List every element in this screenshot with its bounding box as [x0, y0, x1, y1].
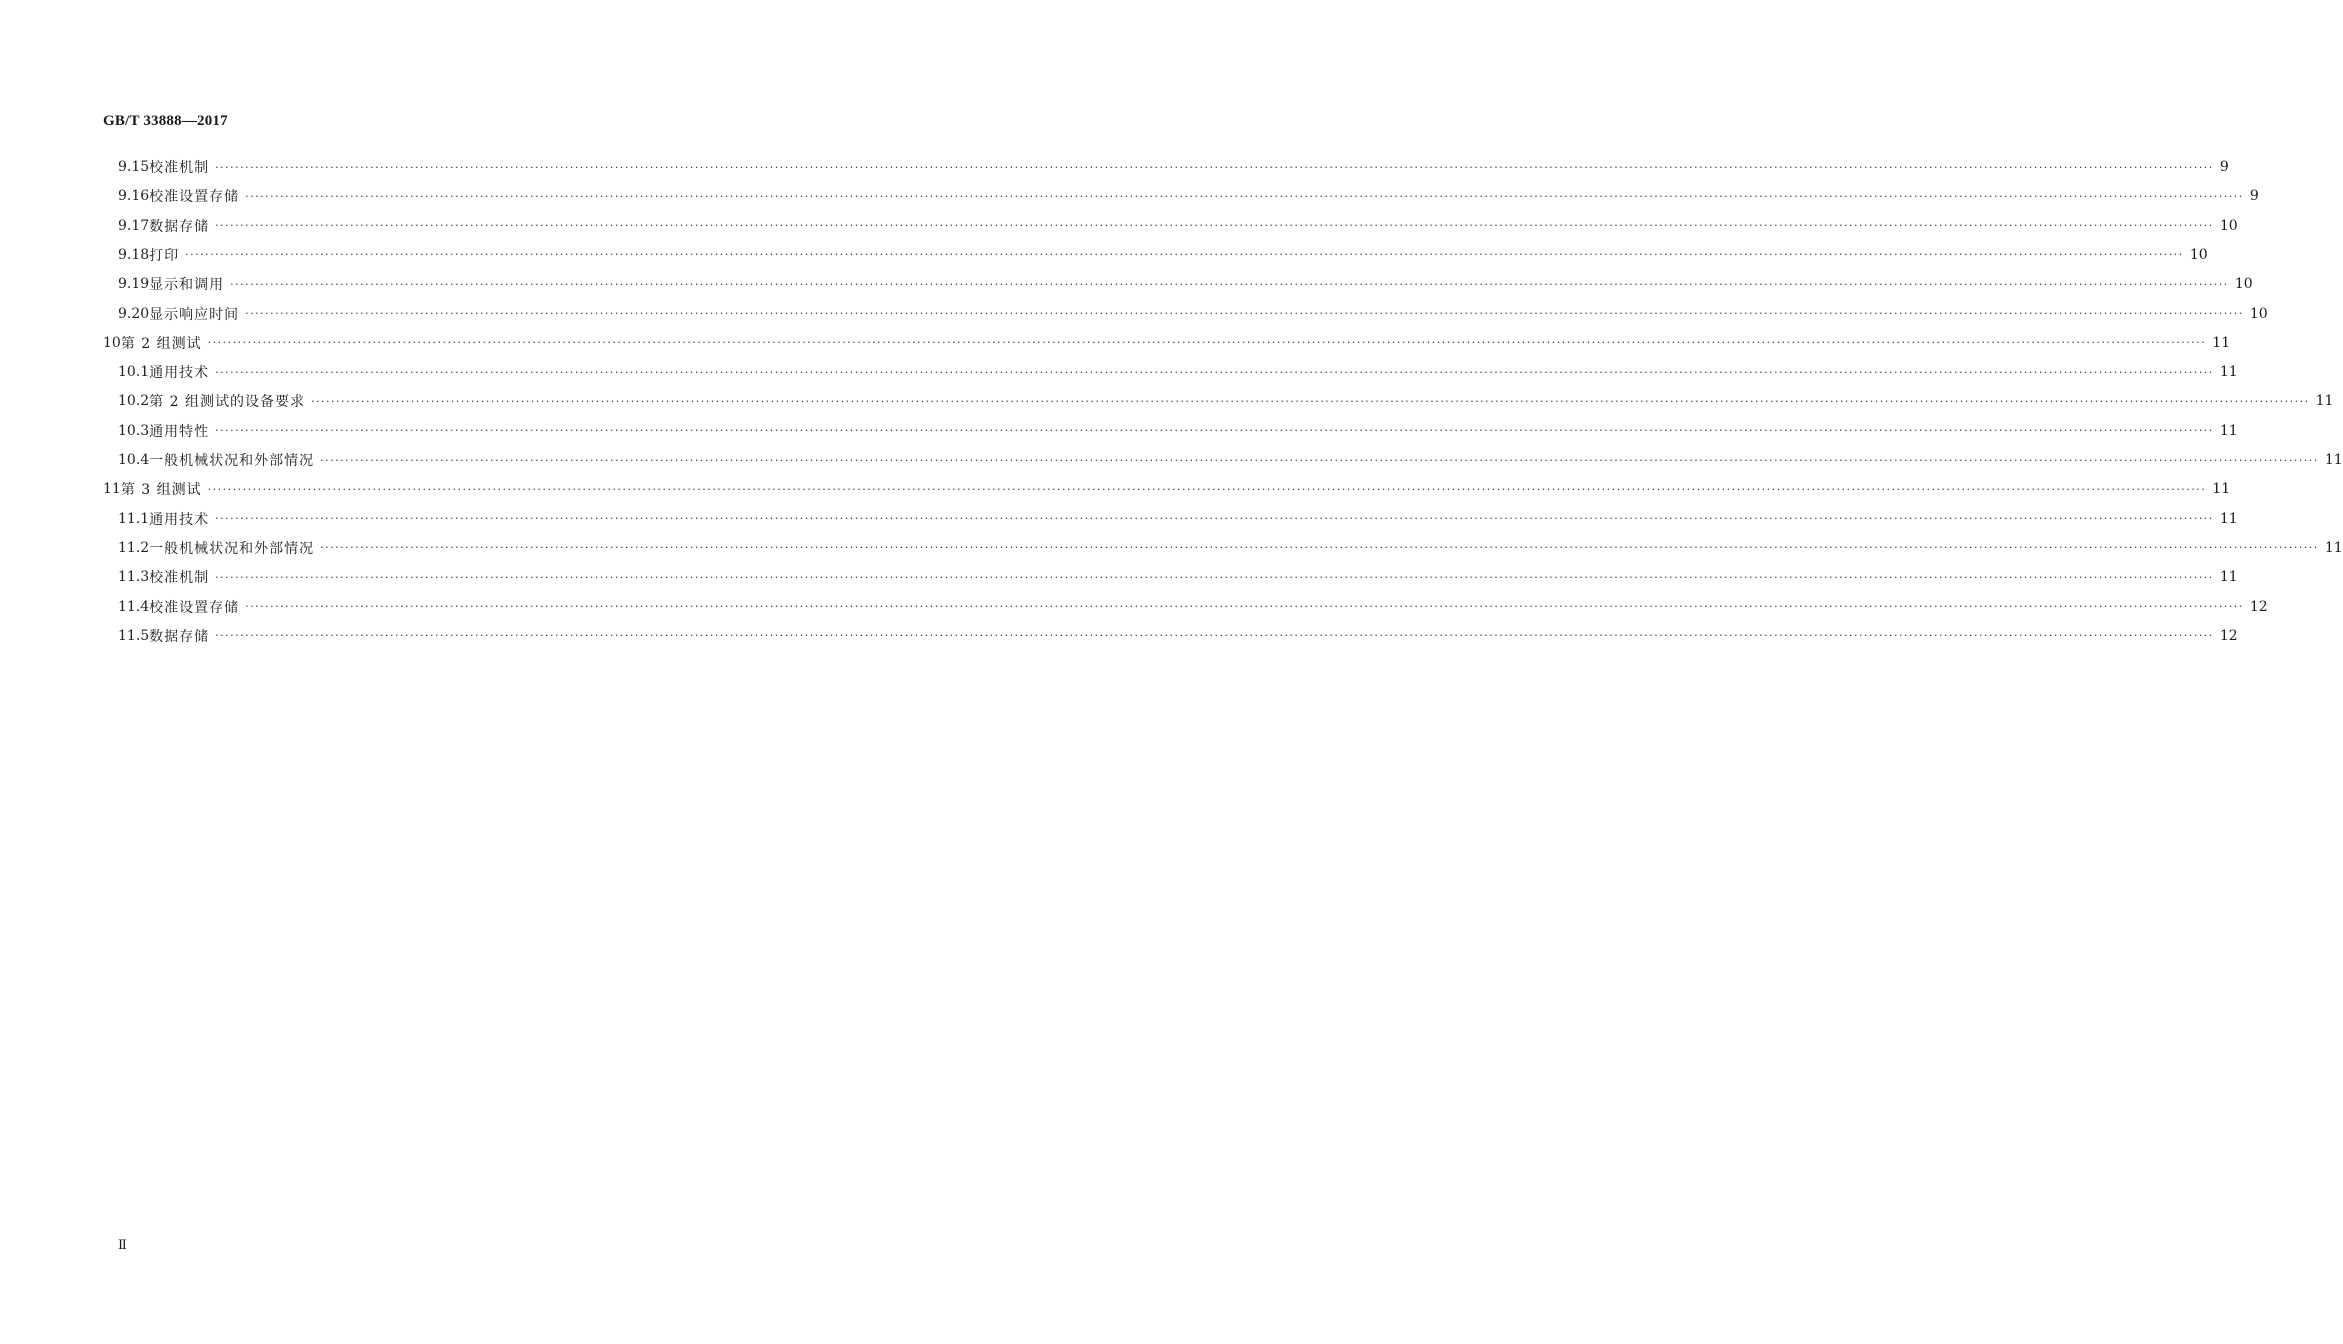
toc-dot-leader: ················································································································································································································································································································································································································	[215, 160, 2214, 174]
toc-entry-title: 数据存储	[149, 218, 210, 235]
toc-entry[interactable]	[118, 156, 2229, 178]
toc-entry-number: 10.1	[118, 364, 150, 381]
toc-entry-title: 一般机械状况和外部情况	[149, 453, 315, 469]
toc-entry-page: 9	[2249, 188, 2259, 205]
toc-entry[interactable]	[118, 185, 2259, 207]
toc-entry[interactable]	[118, 244, 2208, 266]
toc-dot-leader: ················································································································································································································································································································································································································	[215, 570, 2214, 584]
toc-entry-page: 10	[2234, 276, 2253, 293]
toc-entry-number: 10.2	[118, 393, 150, 410]
toc-entry[interactable]	[118, 390, 2334, 412]
toc-entry-title: 通用技术	[149, 365, 210, 382]
toc-entry[interactable]	[118, 596, 2268, 618]
toc-entry-number: 11.2	[118, 539, 150, 556]
toc-entry-title: 显示和调用	[149, 277, 225, 294]
toc-entry-title: 校准设置存储	[149, 599, 240, 616]
toc-entry-number: 11.1	[118, 510, 150, 527]
toc-dot-leader: ················································································································································································································································································································································································································	[245, 307, 2244, 320]
toc-entry-title: 校准设置存储	[149, 189, 240, 206]
toc-entry-number: 11	[103, 481, 121, 498]
toc-entry-title: 第 2 组测试的设备要求	[149, 394, 305, 411]
toc-dot-leader: ················································································································································································································································································································································································································	[320, 541, 2319, 555]
toc-entry-page: 10	[2219, 217, 2238, 234]
toc-dot-leader: ················································································································································································································································································································································································································	[310, 394, 2310, 408]
toc-entry-page: 11	[2324, 539, 2343, 556]
toc-entry-title: 一般机械状况和外部情况	[149, 540, 315, 557]
toc-entry-number: 9.16	[118, 188, 150, 205]
toc-entry-page: 12	[2219, 627, 2238, 644]
toc-entry[interactable]	[118, 625, 2238, 647]
toc-entry[interactable]	[118, 361, 2238, 383]
toc-entry-title: 显示响应时间	[149, 306, 240, 323]
toc-entry-number: 9.18	[118, 246, 150, 263]
toc-entry[interactable]	[118, 566, 2238, 588]
toc-dot-leader: ················································································································································································································································································································································································································	[185, 248, 2184, 262]
toc-entry-title: 打印	[149, 247, 180, 264]
toc-dot-leader: ················································································································································································································································································································································································································	[245, 600, 2244, 613]
toc-entry[interactable]	[118, 449, 2343, 471]
toc-dot-leader: ················································································································································································································································································································································································································	[245, 189, 2244, 203]
toc-entry-page: 10	[2189, 246, 2208, 263]
toc-entry-number: 11.5	[118, 627, 150, 644]
toc-entry-number: 10.3	[118, 422, 150, 439]
toc-entry-title: 校准机制	[149, 160, 210, 176]
toc-dot-leader: ················································································································································································································································································································································································································	[215, 365, 2214, 379]
toc-dot-leader: ················································································································································································································································································································································································································	[207, 482, 2207, 496]
toc-entry-title: 第 2 组测试	[120, 335, 202, 352]
toc-entry-title: 第 3 组测试	[120, 482, 202, 499]
toc-entry-number: 9.17	[118, 217, 150, 234]
toc-entry[interactable]	[118, 508, 2238, 530]
document-code-header: GB/T 33888—2017	[103, 113, 228, 129]
toc-dot-leader: ················································································································································································································································································································································································································	[215, 424, 2214, 438]
toc-entry[interactable]	[118, 303, 2268, 325]
toc-entry-title: 数据存储	[149, 628, 210, 645]
toc-entry-page: 12	[2249, 598, 2268, 615]
toc-entry-page: 9	[2219, 159, 2229, 175]
toc-entry-number: 9.20	[118, 305, 150, 322]
toc-dot-leader: ················································································································································································································································································································································································································	[207, 336, 2207, 350]
toc-dot-leader: ················································································································································································································································································································································································································	[215, 629, 2214, 643]
toc-entry-page: 11	[2219, 569, 2238, 586]
toc-entry-page: 11	[2212, 334, 2231, 351]
toc-entry-page: 11	[2212, 481, 2231, 498]
toc-entry-page: 10	[2249, 305, 2268, 322]
toc-entry-title: 通用技术	[149, 511, 210, 528]
toc-dot-leader: ················································································································································································································································································································································································································	[215, 219, 2214, 233]
toc-entry-page: 11	[2219, 510, 2238, 527]
toc-entry[interactable]	[103, 332, 2231, 354]
page-number-footer: Ⅱ	[118, 1238, 127, 1253]
toc-entry-number: 11.4	[118, 598, 150, 615]
toc-entry-page: 11	[2219, 364, 2238, 381]
toc-dot-leader: ················································································································································································································································································································································································································	[230, 277, 2229, 291]
toc-entry-page: 11	[2315, 393, 2334, 410]
toc-dot-leader: ················································································································································································································································································································································································································	[320, 453, 2319, 467]
toc-entry-number: 9.15	[118, 159, 150, 175]
toc-dot-leader: ················································································································································································································································································································································································································	[215, 512, 2214, 526]
toc-entry-number: 10.4	[118, 452, 150, 468]
toc-entry-number: 10	[103, 334, 121, 351]
toc-entry-number: 9.19	[118, 276, 150, 293]
toc-entry[interactable]	[118, 215, 2238, 237]
toc-entry[interactable]	[103, 478, 2231, 500]
toc-entry-page: 11	[2219, 422, 2238, 439]
toc-entry[interactable]	[118, 273, 2253, 295]
toc-entry-number: 11.3	[118, 569, 150, 586]
toc-entry-title: 通用特性	[149, 423, 210, 440]
toc-entry[interactable]	[118, 537, 2343, 559]
toc-entry[interactable]	[118, 420, 2238, 442]
toc-entry-title: 校准机制	[149, 570, 210, 587]
toc-entry-page: 11	[2324, 452, 2343, 468]
